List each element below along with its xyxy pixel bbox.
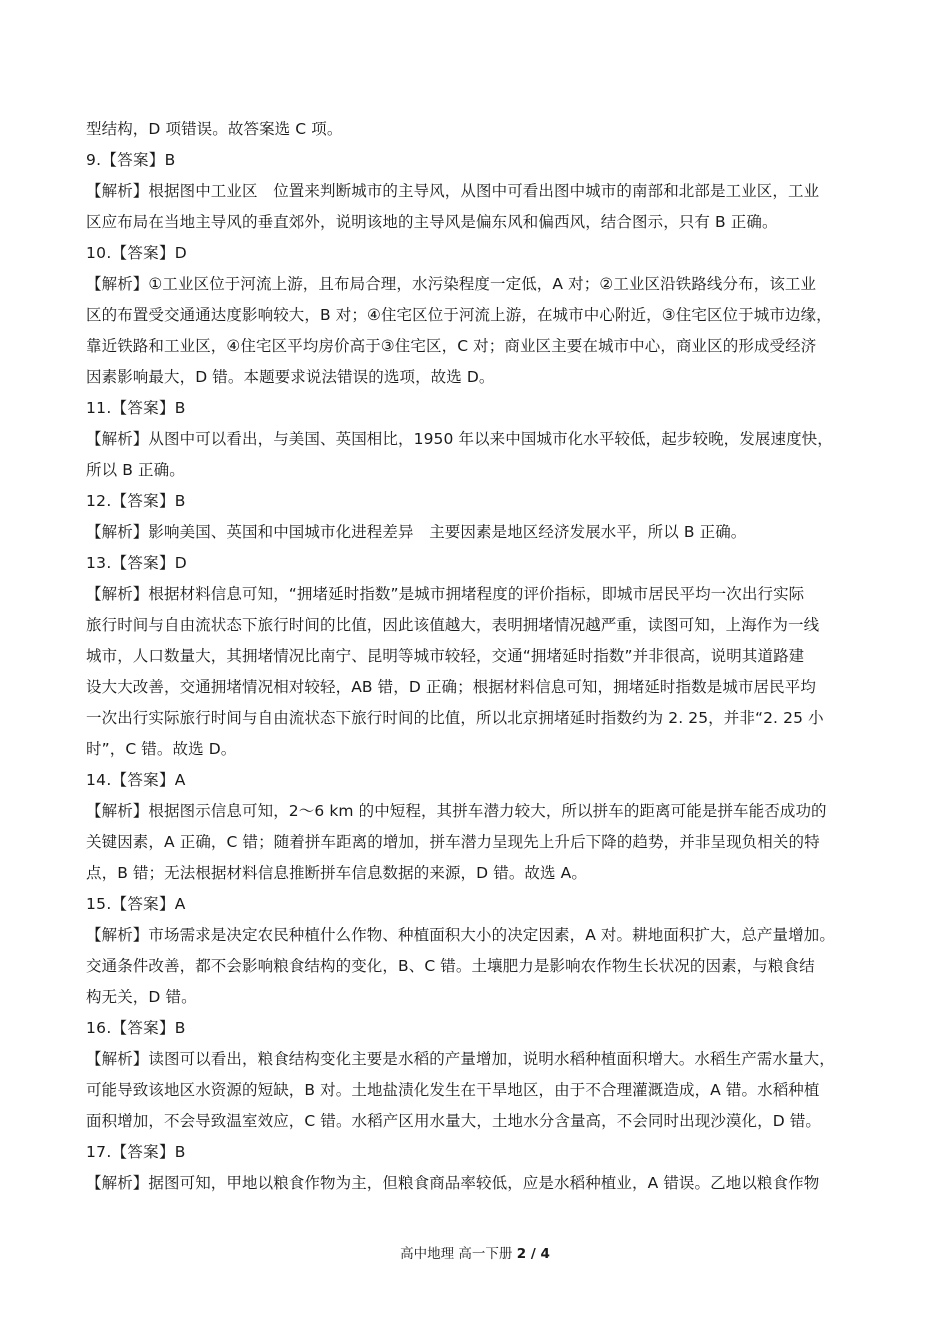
analysis-line: 构无关，D 错。 [86, 988, 197, 1006]
analysis-line: 城市，人口数量大，其拥堵情况比南宁、昆明等城市较轻，交通“拥堵延时指数”并非很高，说明其道路建 [86, 647, 805, 665]
analysis-line: 关键因素，A 正确，C 错；随着拼车距离的增加，拼车潜力呈现先上升后下降的趋势，并非呈现负相关的特 [86, 833, 820, 851]
analysis-line: 【解析】根据图中工业区 位置来判断城市的主导风，从图中可看出图中城市的南部和北部是工业区，工业 [86, 182, 820, 200]
analysis-line: 面积增加，不会导致温室效应，C 错。水稻产区用水量大，土地水分含量高，不会同时出现沙漠化，D 错。 [86, 1112, 822, 1130]
analysis-line: 【解析】根据材料信息可知，“拥堵延时指数”是城市拥堵程度的评价指标，即城市居民平均一次出行实际 [86, 585, 805, 603]
footer-page-number: 2 [516, 1246, 527, 1262]
answer-line: 14.【答案】A [86, 771, 186, 789]
footer-total-pages: 4 [540, 1246, 550, 1262]
analysis-line: 【解析】①工业区位于河流上游，且布局合理，水污染程度一定低，A 对；②工业区沿铁路线分布，该工业 [86, 275, 817, 293]
analysis-line: 可能导致该地区水资源的短缺，B 对。土地盐渍化发生在干旱地区，由于不合理灌溉造成，A 错。水稻种植 [86, 1081, 820, 1099]
analysis-line: 交通条件改善，都不会影响粮食结构的变化，B、C 错。土壤肥力是影响农作物生长状况的因素，与粮食结 [86, 957, 815, 975]
answer-line: 12.【答案】B [86, 492, 186, 510]
analysis-line: 区应布局在当地主导风的垂直郊外，说明该地的主导风是偏东风和偏西风，结合图示，只有 B 正确。 [86, 213, 778, 231]
answer-line: 16.【答案】B [86, 1019, 186, 1037]
analysis-line: 靠近铁路和工业区，④住宅区平均房价高于③住宅区，C 对；商业区主要在城市中心，商业区的形成受经济 [86, 337, 817, 355]
analysis-line: 区的布置受交通通达度影响较大，B 对；④住宅区位于河流上游，在城市中心附近，③住宅区位于城市边缘， [86, 306, 832, 324]
answer-line: 9.【答案】B [86, 151, 176, 169]
analysis-line: 【解析】从图中可以看出，与美国、英国相比，1950 年以来中国城市化水平较低，起步较晚，发展速度快， [86, 430, 833, 448]
footer-separator: / [526, 1246, 541, 1262]
analysis-line: 时”，C 错。故选 D。 [86, 740, 237, 758]
analysis-line: 因素影响最大，D 错。本题要求说法错误的选项，故选 D。 [86, 368, 495, 386]
analysis-line: 所以 B 正确。 [86, 461, 185, 479]
page-footer [0, 1244, 950, 1264]
analysis-line: 旅行时间与自由流状态下旅行时间的比值，因此该值越大，表明拥堵情况越严重，读图可知，上海作为一线 [86, 616, 820, 634]
analysis-line: 点，B 错；无法根据材料信息推断拼车信息数据的来源，D 错。故选 A。 [86, 864, 587, 882]
answer-line: 10.【答案】D [86, 244, 187, 262]
analysis-line: 一次出行实际旅行时间与自由流状态下旅行时间的比值，所以北京拥堵延时指数约为 2. 25，并非“2. 25 小 [86, 709, 824, 727]
analysis-line: 【解析】市场需求是决定农民种植什么作物、种植面积大小的决定因素，A 对。耕地面积扩大，总产量增加。 [86, 926, 835, 944]
answer-line: 13.【答案】D [86, 554, 187, 572]
analysis-line: 【解析】影响美国、英国和中国城市化进程差异 主要因素是地区经济发展水平，所以 B 正确。 [86, 523, 747, 541]
answer-line: 11.【答案】B [86, 399, 186, 417]
analysis-line: 设大大改善，交通拥堵情况相对较轻，AB 错，D 正确；根据材料信息可知，拥堵延时指数是城市居民平均 [86, 678, 816, 696]
analysis-line: 【解析】据图可知，甲地以粮食作物为主，但粮食商品率较低，应是水稻种植业，A 错误。乙地以粮食作物 [86, 1174, 820, 1192]
analysis-line: 【解析】根据图示信息可知，2～6 km 的中短程，其拼车潜力较大，所以拼车的距离可能是拼车能否成功的 [86, 802, 827, 820]
footer-subject: 高中地理 高一下册 [400, 1246, 513, 1262]
analysis-line: 【解析】读图可以看出，粮食结构变化主要是水稻的产量增加，说明水稻种植面积增大。水稻生产需水量大， [86, 1050, 835, 1068]
analysis-line: 型结构，D 项错误。故答案选 C 项。 [86, 120, 343, 138]
answer-explanations [86, 114, 882, 1199]
answer-line: 17.【答案】B [86, 1143, 186, 1161]
answer-line: 15.【答案】A [86, 895, 186, 913]
